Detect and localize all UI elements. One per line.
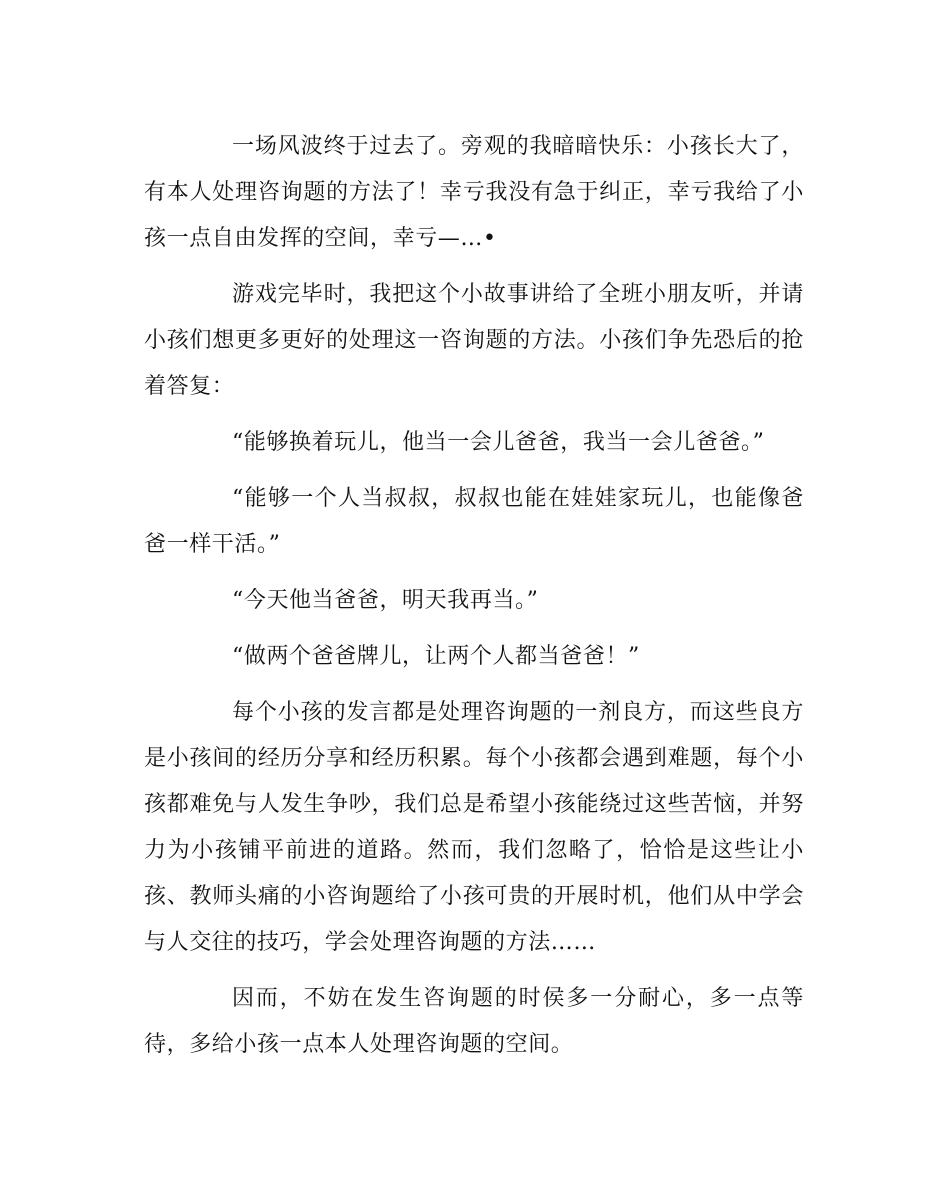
paragraph-7: 每个小孩的发言都是处理咨询题的一剂良方，而这些良方是小孩间的经历分享和经历积累。每个小孩都会遇到难题，每个小孩都难免与人发生争吵，我们总是希望小孩能绕过这些苦恼，并努力为小孩铺平前进的道路。然而，我们忽略了，恰恰是这些让小孩、教师头痛的小咨询题给了小孩可贵的开展时机，他们从中学会与人交往的技巧，学会处理咨询题的方法……: [144, 700, 804, 955]
paragraph-1: 一场风波终于过去了。旁观的我暗暗快乐：小孩长大了，有本人处理咨询题的方法了！幸亏我没有急于纠正，幸亏我给了小孩一点自由发挥的空间，幸亏—…•: [144, 134, 804, 251]
paragraph-3: “能够换着玩儿，他当一会儿爸爸，我当一会儿爸爸。”: [232, 430, 765, 455]
paragraph-5: “今天他当爸爸，明天我再当。”: [232, 588, 539, 613]
paragraph-4: “能够一个人当叔叔，叔叔也能在娃娃家玩儿，也能像爸爸一样干活。”: [144, 486, 804, 557]
paragraph-8: 因而，不妨在发生咨询题的时侯多一分耐心，多一点等待，多给小孩一点本人处理咨询题的空间。: [144, 986, 804, 1057]
paragraph-2: 游戏完毕时，我把这个小故事讲给了全班小朋友听，并请小孩们想更多更好的处理这一咨询题的方法。小孩们争先恐后的抢着答复：: [144, 282, 804, 399]
document-body: [144, 124, 804, 1068]
paragraph-6: “做两个爸爸牌儿，让两个人都当爸爸！”: [232, 644, 640, 669]
